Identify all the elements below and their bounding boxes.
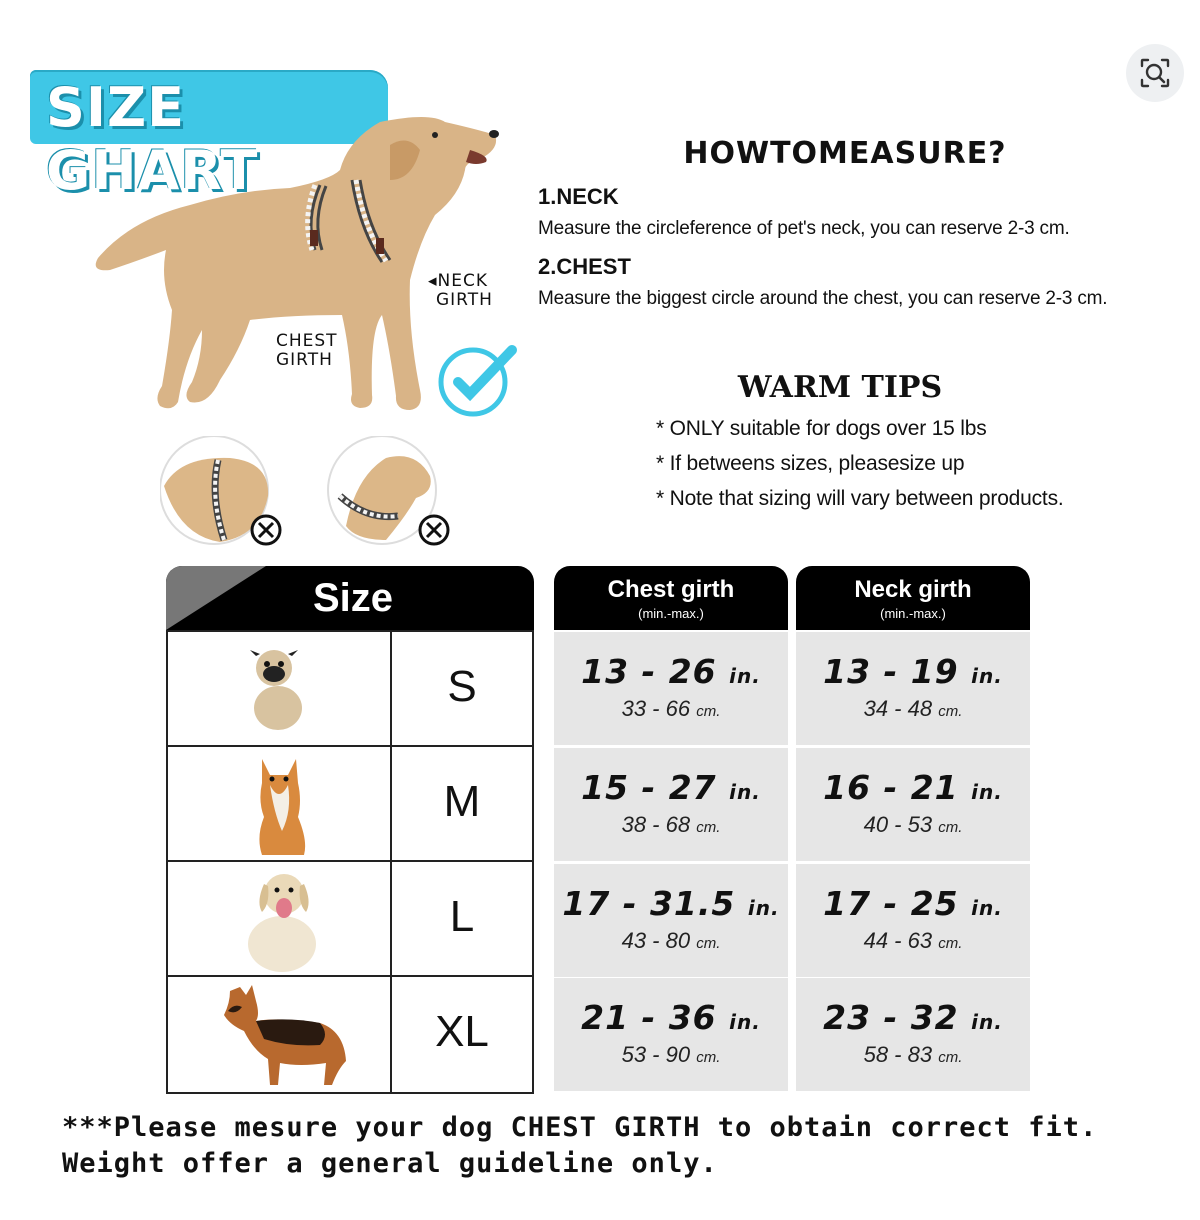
wrong-example-chest: [160, 436, 290, 550]
table-row: [168, 632, 532, 747]
tip-item: * If betweens sizes, pleasesize up: [656, 452, 965, 475]
chest-cell: 17 - 31.5 in. 43 - 80 cm.: [554, 864, 788, 977]
neck-girth-header: Neck girth (min.-max.): [796, 566, 1030, 630]
search-lens-icon[interactable]: [1126, 44, 1184, 102]
tip-item: * Note that sizing will vary between products.: [656, 487, 1064, 510]
checkmark-icon: [436, 340, 518, 420]
german-shepherd-dog-image: [220, 981, 350, 1094]
chest-cell: 21 - 36 in. 53 - 90 cm.: [554, 978, 788, 1091]
table-row: [168, 862, 532, 977]
footer-note-line-1: ***Please mesure your dog CHEST GIRTH to obtain correct fit.: [62, 1112, 1098, 1143]
chest-girth-header: Chest girth (min.-max.): [554, 566, 788, 630]
neck-cell: 17 - 25 in. 44 - 63 cm.: [796, 864, 1030, 977]
chest-cell: 15 - 27 in. 38 - 68 cm.: [554, 748, 788, 861]
tip-item: * ONLY suitable for dogs over 15 lbs: [656, 417, 987, 440]
size-label: M: [443, 777, 481, 826]
chest-heading: 2.CHEST: [538, 254, 631, 279]
size-label: XL: [435, 1007, 489, 1056]
chest-instructions: Measure the biggest circle around the chest, you can reserve 2-3 cm.: [538, 288, 1108, 309]
neck-cell: 23 - 32 in. 58 - 83 cm.: [796, 978, 1030, 1091]
badge-title: SIZE GHART: [46, 76, 259, 202]
table-row: [168, 977, 532, 1092]
footer-note-line-2: Weight offer a general guideline only.: [62, 1148, 718, 1179]
table-row: [168, 747, 532, 862]
neck-cell: 13 - 19 in. 34 - 48 cm.: [796, 632, 1030, 745]
neck-girth-label: ◂NECK GIRTH: [428, 271, 493, 310]
neck-instructions: Measure the circleference of pet's neck, you can reserve 2-3 cm.: [538, 218, 1070, 239]
arrow-left-icon: ◂: [428, 271, 438, 291]
chest-cell: 13 - 26 in. 33 - 66 cm.: [554, 632, 788, 745]
wrong-example-neck: [326, 436, 456, 550]
neck-cell: 16 - 21 in. 40 - 53 cm.: [796, 748, 1030, 861]
labrador-dog-image: [242, 868, 326, 979]
warm-tips-title: WARM TIPS: [737, 370, 943, 405]
size-label: L: [449, 892, 475, 941]
shiba-dog-image: [248, 751, 318, 864]
size-grid: [166, 630, 534, 1094]
size-label: S: [447, 662, 477, 711]
size-column-header: Size: [166, 566, 534, 630]
chest-girth-label: CHEST GIRTH: [276, 331, 338, 370]
how-to-measure-title: HOWTOMEASURE?: [683, 136, 1007, 171]
pug-dog-image: [244, 646, 314, 737]
neck-heading: 1.NECK: [538, 184, 619, 209]
